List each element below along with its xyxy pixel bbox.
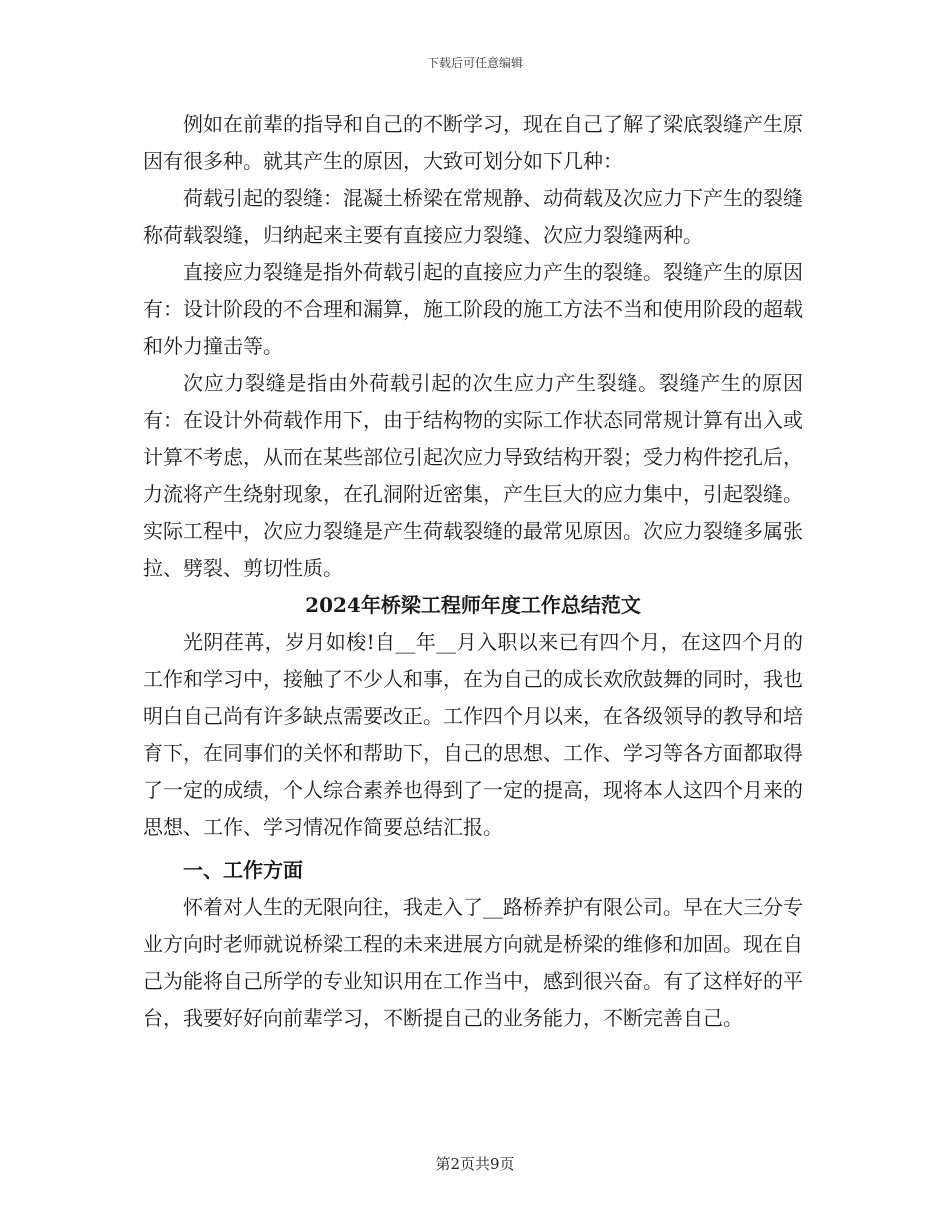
paragraph-secondary-stress-cracks: 次应力裂缝是指由外荷载引起的次生应力产生裂缝。裂缝产生的原因有：在设计外荷载作用下，由于结构物的实际工作状态同常规计算有出入或计算不考虑，从而在某些部位引起次应力导致结构开裂；受力构件挖孔后，力流将产生绕射现象，在孔洞附近密集，产生巨大的应力集中，引起裂缝。实际工程中，次应力裂缝是产生荷载裂缝的最常见原因。次应力裂缝多属张拉、劈裂、剪切性质。 [143, 371, 803, 580]
paragraph-direct-stress-cracks: 直接应力裂缝是指外荷载引起的直接应力产生的裂缝。裂缝产生的原因有：设计阶段的不合理和漏算，施工阶段的施工方法不当和使用阶段的超载和外力撞击等。 [143, 260, 803, 358]
paragraph-summary-intro: 光阴荏苒，岁月如梭!自__年__月入职以来已有四个月，在这四个月的工作和学习中，接触了不少人和事，在为自己的成长欢欣鼓舞的同时，我也明白自己尚有许多缺点需要改正。工作四个月以来，在各级领导的教导和培育下，在同事们的关怀和帮助下，自己的思想、工作、学习等各方面都取得了一定的成绩，个人综合素养也得到了一定的提高，现将本人这四个月来的思想、工作、学习情况作简要总结汇报。 [143, 630, 803, 839]
paragraph-load-cracks: 荷载引起的裂缝：混凝土桥梁在常规静、动荷载及次应力下产生的裂缝称荷载裂缝，归纳起来主要有直接应力裂缝、次应力裂缝两种。 [143, 186, 803, 247]
paragraph-work: 怀着对人生的无限向往，我走入了__路桥养护有限公司。早在大三分专业方向时老师就说桥梁工程的未来进展方向就是桥梁的维修和加固。现在自己为能将自己所学的专业知识用在工作当中，感到很兴奋。有了这样好的平台，我要好好向前辈学习，不断提自己的业务能力，不断完善自己。 [143, 895, 803, 1030]
paragraph-intro: 例如在前辈的指导和自己的不断学习，现在自己了解了梁底裂缝产生原因有很多种。就其产生的原因，大致可划分如下几种： [143, 112, 803, 173]
section-heading-work: 一、工作方面 [183, 858, 303, 882]
page-footer-number: 第2页共9页 [435, 1155, 515, 1173]
page-header-note: 下载后可任意编辑 [426, 56, 523, 70]
document-body [143, 106, 803, 1037]
document-title: 2024年桥梁工程师年度工作总结范文 [305, 593, 641, 617]
